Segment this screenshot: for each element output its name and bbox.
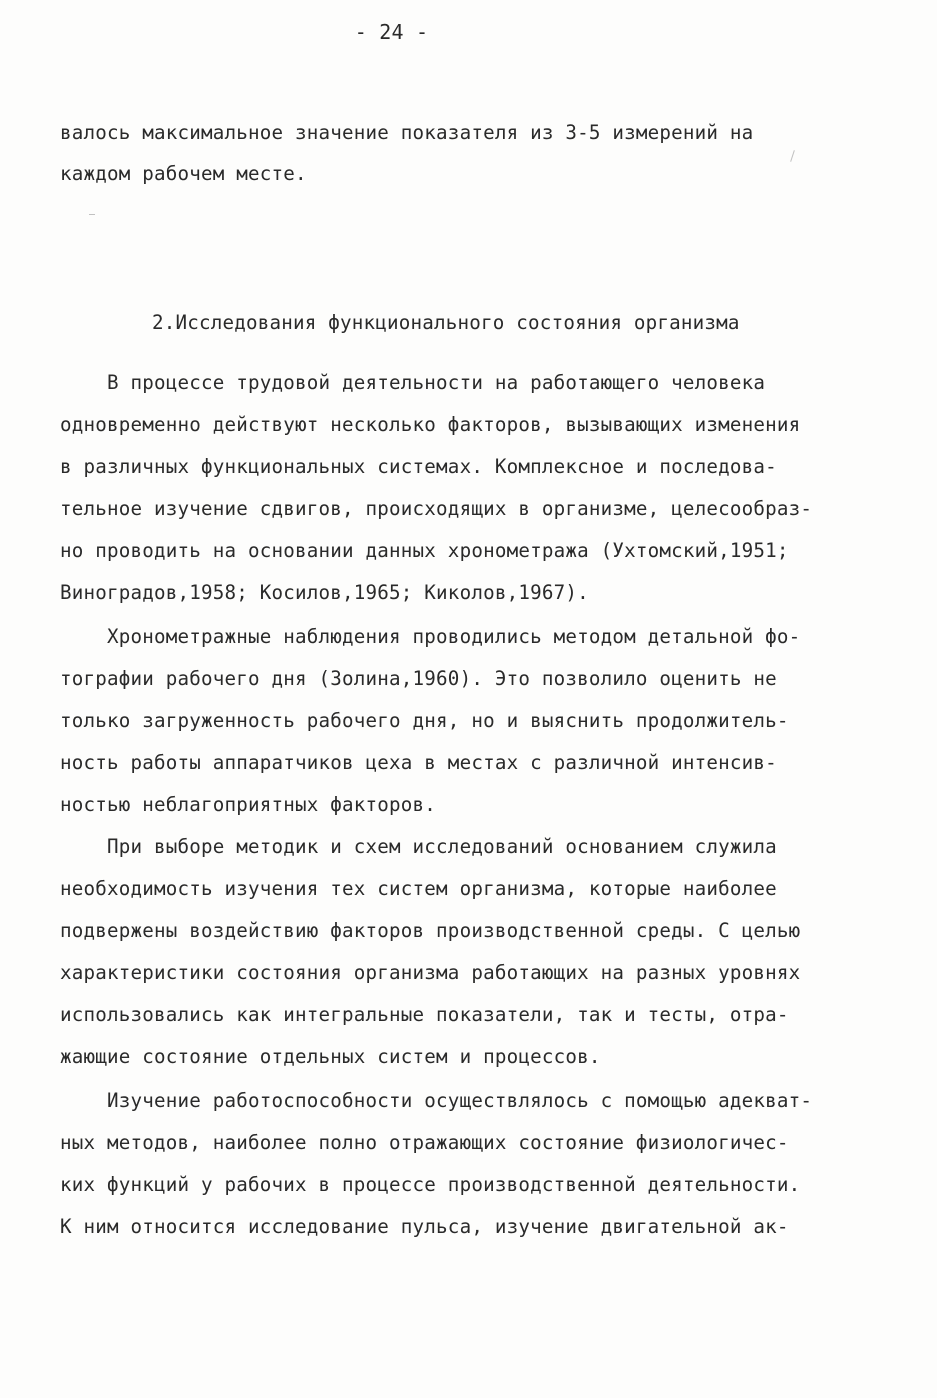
text-line: Хронометражные наблюдения проводились методом детальной фо-: [60, 625, 801, 648]
text-line: использовались как интегральные показатели, так и тесты, отра-: [60, 1003, 789, 1026]
text-line: К ним относится исследование пульса, изучение двигательной ак-: [60, 1215, 789, 1238]
text-line: тографии рабочего дня (Золина,1960). Это позволило оценить не: [60, 667, 777, 690]
text-line: валось максимальное значение показателя из 3-5 измерений на: [60, 121, 754, 144]
text-line: в различных функциональных системах. Комплексное и последова-: [60, 455, 777, 478]
scan-speck: [89, 214, 95, 215]
page-number: - 24 -: [354, 20, 429, 44]
section-heading: 2.Исследования функционального состояния организма: [152, 311, 740, 334]
text-line: подвержены воздействию факторов производственной среды. С целью: [60, 919, 801, 942]
text-line: характеристики состояния организма работающих на разных уровнях: [60, 961, 801, 984]
text-line: В процессе трудовой деятельности на работающего человека: [60, 371, 766, 394]
text-line: ных методов, наиболее полно отражающих состояние физиологичес-: [60, 1131, 789, 1154]
text-line: Виноградов,1958; Косилов,1965; Киколов,1967).: [60, 581, 589, 604]
text-line: ностью неблагоприятных факторов.: [60, 793, 437, 816]
text-line: одновременно действуют несколько факторов, вызывающих изменения: [60, 413, 801, 436]
text-line: каждом рабочем месте.: [60, 162, 307, 185]
text-line: необходимость изучения тех систем организма, которые наиболее: [60, 877, 777, 900]
text-line: Изучение работоспособности осуществлялось с помощью адекват-: [60, 1089, 813, 1112]
text-line: но проводить на основании данных хронометража (Ухтомский,1951;: [60, 539, 789, 562]
text-line: жающие состояние отдельных систем и процессов.: [60, 1045, 601, 1068]
scan-speck: [790, 150, 795, 162]
text-line: тельное изучение сдвигов, происходящих в организме, целесообраз-: [60, 497, 813, 520]
text-line: только загруженность рабочего дня, но и выяснить продолжитель-: [60, 709, 789, 732]
text-line: ких функций у рабочих в процессе производственной деятельности.: [60, 1173, 801, 1196]
text-line: ность работы аппаратчиков цеха в местах с различной интенсив-: [60, 751, 777, 774]
text-line: При выборе методик и схем исследований основанием служила: [60, 835, 777, 858]
